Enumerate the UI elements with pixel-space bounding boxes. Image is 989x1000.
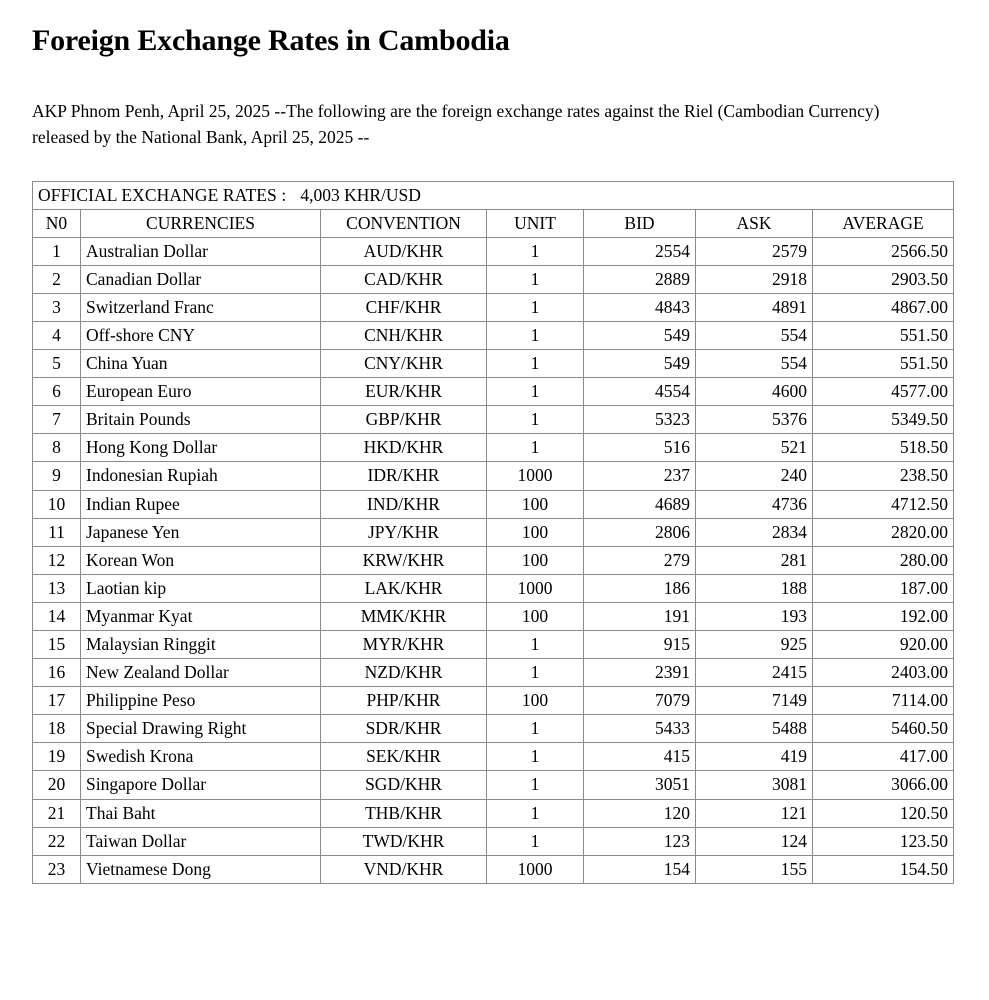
article-lede: AKP Phnom Penh, April 25, 2025 --The following are the foreign exchange rates against the Riel (Cambodian Currency) released by the National Bank, April 25, 2025 -- <box>32 101 880 148</box>
ask-value: 925 <box>696 631 813 659</box>
convention-code: CNH/KHR <box>321 321 487 349</box>
ask-value: 554 <box>696 321 813 349</box>
table-row <box>33 490 954 518</box>
average-value: 4867.00 <box>813 293 954 321</box>
row-number: 16 <box>33 659 81 687</box>
average-value: 4712.50 <box>813 490 954 518</box>
bid-value: 120 <box>584 799 696 827</box>
table-head <box>33 181 954 237</box>
convention-code: HKD/KHR <box>321 434 487 462</box>
ask-value: 2918 <box>696 265 813 293</box>
table-body <box>33 237 954 883</box>
convention-code: TWD/KHR <box>321 827 487 855</box>
average-value: 5460.50 <box>813 715 954 743</box>
unit-value: 1 <box>487 743 584 771</box>
bid-value: 7079 <box>584 687 696 715</box>
row-number: 20 <box>33 771 81 799</box>
currency-name: China Yuan <box>81 350 321 378</box>
convention-code: MMK/KHR <box>321 602 487 630</box>
row-number: 6 <box>33 378 81 406</box>
row-number: 15 <box>33 631 81 659</box>
official-rate-value: 4,003 KHR/USD <box>300 184 421 205</box>
row-number: 13 <box>33 574 81 602</box>
ask-value: 2579 <box>696 237 813 265</box>
average-value: 238.50 <box>813 462 954 490</box>
column-header-no: N0 <box>33 209 81 237</box>
column-header-row <box>33 209 954 237</box>
average-value: 551.50 <box>813 350 954 378</box>
ask-value: 4891 <box>696 293 813 321</box>
table-row <box>33 237 954 265</box>
average-value: 2566.50 <box>813 237 954 265</box>
average-value: 551.50 <box>813 321 954 349</box>
currency-name: Singapore Dollar <box>81 771 321 799</box>
bid-value: 5433 <box>584 715 696 743</box>
ask-value: 240 <box>696 462 813 490</box>
currency-name: Switzerland Franc <box>81 293 321 321</box>
table-row <box>33 574 954 602</box>
currency-name: Swedish Krona <box>81 743 321 771</box>
currency-name: Off-shore CNY <box>81 321 321 349</box>
bid-value: 186 <box>584 574 696 602</box>
column-header-convention: CONVENTION <box>321 209 487 237</box>
currency-name: Laotian kip <box>81 574 321 602</box>
bid-value: 2806 <box>584 518 696 546</box>
table-row <box>33 631 954 659</box>
average-value: 920.00 <box>813 631 954 659</box>
unit-value: 1 <box>487 631 584 659</box>
column-header-currencies: CURRENCIES <box>81 209 321 237</box>
average-value: 2820.00 <box>813 518 954 546</box>
ask-value: 124 <box>696 827 813 855</box>
currency-name: Vietnamese Dong <box>81 855 321 883</box>
unit-value: 1 <box>487 350 584 378</box>
row-number: 9 <box>33 462 81 490</box>
ask-value: 419 <box>696 743 813 771</box>
ask-value: 4736 <box>696 490 813 518</box>
bid-value: 123 <box>584 827 696 855</box>
table-row <box>33 350 954 378</box>
bid-value: 915 <box>584 631 696 659</box>
table-row <box>33 855 954 883</box>
column-header-average: AVERAGE <box>813 209 954 237</box>
row-number: 7 <box>33 406 81 434</box>
exchange-rates-table-wrapper <box>32 181 957 884</box>
average-value: 123.50 <box>813 827 954 855</box>
row-number: 8 <box>33 434 81 462</box>
table-row <box>33 406 954 434</box>
table-row <box>33 715 954 743</box>
ask-value: 7149 <box>696 687 813 715</box>
official-rate-row <box>33 181 954 209</box>
row-number: 1 <box>33 237 81 265</box>
average-value: 154.50 <box>813 855 954 883</box>
row-number: 11 <box>33 518 81 546</box>
unit-value: 100 <box>487 518 584 546</box>
currency-name: Malaysian Ringgit <box>81 631 321 659</box>
exchange-rates-table <box>32 181 954 884</box>
unit-value: 1 <box>487 406 584 434</box>
ask-value: 155 <box>696 855 813 883</box>
ask-value: 193 <box>696 602 813 630</box>
unit-value: 1 <box>487 799 584 827</box>
unit-value: 1000 <box>487 855 584 883</box>
official-rate-label: OFFICIAL EXCHANGE RATES : <box>38 184 287 205</box>
currency-name: Japanese Yen <box>81 518 321 546</box>
table-row <box>33 378 954 406</box>
bid-value: 4843 <box>584 293 696 321</box>
currency-name: Indian Rupee <box>81 490 321 518</box>
currency-name: New Zealand Dollar <box>81 659 321 687</box>
bid-value: 191 <box>584 602 696 630</box>
row-number: 19 <box>33 743 81 771</box>
convention-code: MYR/KHR <box>321 631 487 659</box>
convention-code: VND/KHR <box>321 855 487 883</box>
average-value: 280.00 <box>813 546 954 574</box>
table-row <box>33 321 954 349</box>
currency-name: European Euro <box>81 378 321 406</box>
bid-value: 3051 <box>584 771 696 799</box>
bid-value: 415 <box>584 743 696 771</box>
average-value: 4577.00 <box>813 378 954 406</box>
ask-value: 2834 <box>696 518 813 546</box>
page-title: Foreign Exchange Rates in Cambodia <box>32 24 510 57</box>
convention-code: IND/KHR <box>321 490 487 518</box>
table-row <box>33 518 954 546</box>
convention-code: KRW/KHR <box>321 546 487 574</box>
table-row <box>33 799 954 827</box>
convention-code: AUD/KHR <box>321 237 487 265</box>
row-number: 10 <box>33 490 81 518</box>
currency-name: Australian Dollar <box>81 237 321 265</box>
row-number: 2 <box>33 265 81 293</box>
unit-value: 1 <box>487 265 584 293</box>
average-value: 5349.50 <box>813 406 954 434</box>
unit-value: 1 <box>487 293 584 321</box>
convention-code: CNY/KHR <box>321 350 487 378</box>
currency-name: Thai Baht <box>81 799 321 827</box>
bid-value: 2391 <box>584 659 696 687</box>
average-value: 2403.00 <box>813 659 954 687</box>
unit-value: 1000 <box>487 574 584 602</box>
average-value: 2903.50 <box>813 265 954 293</box>
ask-value: 188 <box>696 574 813 602</box>
unit-value: 1 <box>487 659 584 687</box>
table-row <box>33 293 954 321</box>
table-row <box>33 659 954 687</box>
average-value: 417.00 <box>813 743 954 771</box>
unit-value: 1 <box>487 237 584 265</box>
average-value: 3066.00 <box>813 771 954 799</box>
row-number: 21 <box>33 799 81 827</box>
convention-code: THB/KHR <box>321 799 487 827</box>
bid-value: 4689 <box>584 490 696 518</box>
row-number: 22 <box>33 827 81 855</box>
average-value: 187.00 <box>813 574 954 602</box>
bid-value: 154 <box>584 855 696 883</box>
convention-code: SGD/KHR <box>321 771 487 799</box>
official-rate-cell <box>33 181 954 209</box>
bid-value: 2554 <box>584 237 696 265</box>
ask-value: 4600 <box>696 378 813 406</box>
table-row <box>33 265 954 293</box>
row-number: 12 <box>33 546 81 574</box>
currency-name: Korean Won <box>81 546 321 574</box>
column-header-bid: BID <box>584 209 696 237</box>
row-number: 5 <box>33 350 81 378</box>
currency-name: Philippine Peso <box>81 687 321 715</box>
unit-value: 100 <box>487 490 584 518</box>
bid-value: 516 <box>584 434 696 462</box>
convention-code: SEK/KHR <box>321 743 487 771</box>
average-value: 120.50 <box>813 799 954 827</box>
row-number: 18 <box>33 715 81 743</box>
currency-name: Canadian Dollar <box>81 265 321 293</box>
table-row <box>33 827 954 855</box>
row-number: 17 <box>33 687 81 715</box>
unit-value: 1000 <box>487 462 584 490</box>
average-value: 192.00 <box>813 602 954 630</box>
currency-name: Myanmar Kyat <box>81 602 321 630</box>
table-row <box>33 771 954 799</box>
bid-value: 237 <box>584 462 696 490</box>
ask-value: 5488 <box>696 715 813 743</box>
unit-value: 1 <box>487 321 584 349</box>
currency-name: Indonesian Rupiah <box>81 462 321 490</box>
table-row <box>33 546 954 574</box>
average-value: 518.50 <box>813 434 954 462</box>
bid-value: 549 <box>584 321 696 349</box>
row-number: 23 <box>33 855 81 883</box>
unit-value: 1 <box>487 715 584 743</box>
column-header-unit: UNIT <box>487 209 584 237</box>
row-number: 14 <box>33 602 81 630</box>
unit-value: 100 <box>487 546 584 574</box>
table-row <box>33 462 954 490</box>
convention-code: CAD/KHR <box>321 265 487 293</box>
bid-value: 549 <box>584 350 696 378</box>
ask-value: 121 <box>696 799 813 827</box>
ask-value: 2415 <box>696 659 813 687</box>
convention-code: LAK/KHR <box>321 574 487 602</box>
row-number: 4 <box>33 321 81 349</box>
row-number: 3 <box>33 293 81 321</box>
ask-value: 554 <box>696 350 813 378</box>
ask-value: 521 <box>696 434 813 462</box>
convention-code: GBP/KHR <box>321 406 487 434</box>
convention-code: IDR/KHR <box>321 462 487 490</box>
unit-value: 100 <box>487 602 584 630</box>
ask-value: 281 <box>696 546 813 574</box>
convention-code: SDR/KHR <box>321 715 487 743</box>
currency-name: Hong Kong Dollar <box>81 434 321 462</box>
bid-value: 2889 <box>584 265 696 293</box>
bid-value: 279 <box>584 546 696 574</box>
table-row <box>33 434 954 462</box>
currency-name: Taiwan Dollar <box>81 827 321 855</box>
currency-name: Britain Pounds <box>81 406 321 434</box>
convention-code: JPY/KHR <box>321 518 487 546</box>
unit-value: 1 <box>487 434 584 462</box>
bid-value: 4554 <box>584 378 696 406</box>
ask-value: 5376 <box>696 406 813 434</box>
unit-value: 1 <box>487 827 584 855</box>
convention-code: PHP/KHR <box>321 687 487 715</box>
column-header-ask: ASK <box>696 209 813 237</box>
table-row <box>33 687 954 715</box>
table-row <box>33 743 954 771</box>
bid-value: 5323 <box>584 406 696 434</box>
convention-code: NZD/KHR <box>321 659 487 687</box>
unit-value: 1 <box>487 378 584 406</box>
convention-code: EUR/KHR <box>321 378 487 406</box>
unit-value: 1 <box>487 771 584 799</box>
average-value: 7114.00 <box>813 687 954 715</box>
ask-value: 3081 <box>696 771 813 799</box>
currency-name: Special Drawing Right <box>81 715 321 743</box>
convention-code: CHF/KHR <box>321 293 487 321</box>
unit-value: 100 <box>487 687 584 715</box>
table-row <box>33 602 954 630</box>
